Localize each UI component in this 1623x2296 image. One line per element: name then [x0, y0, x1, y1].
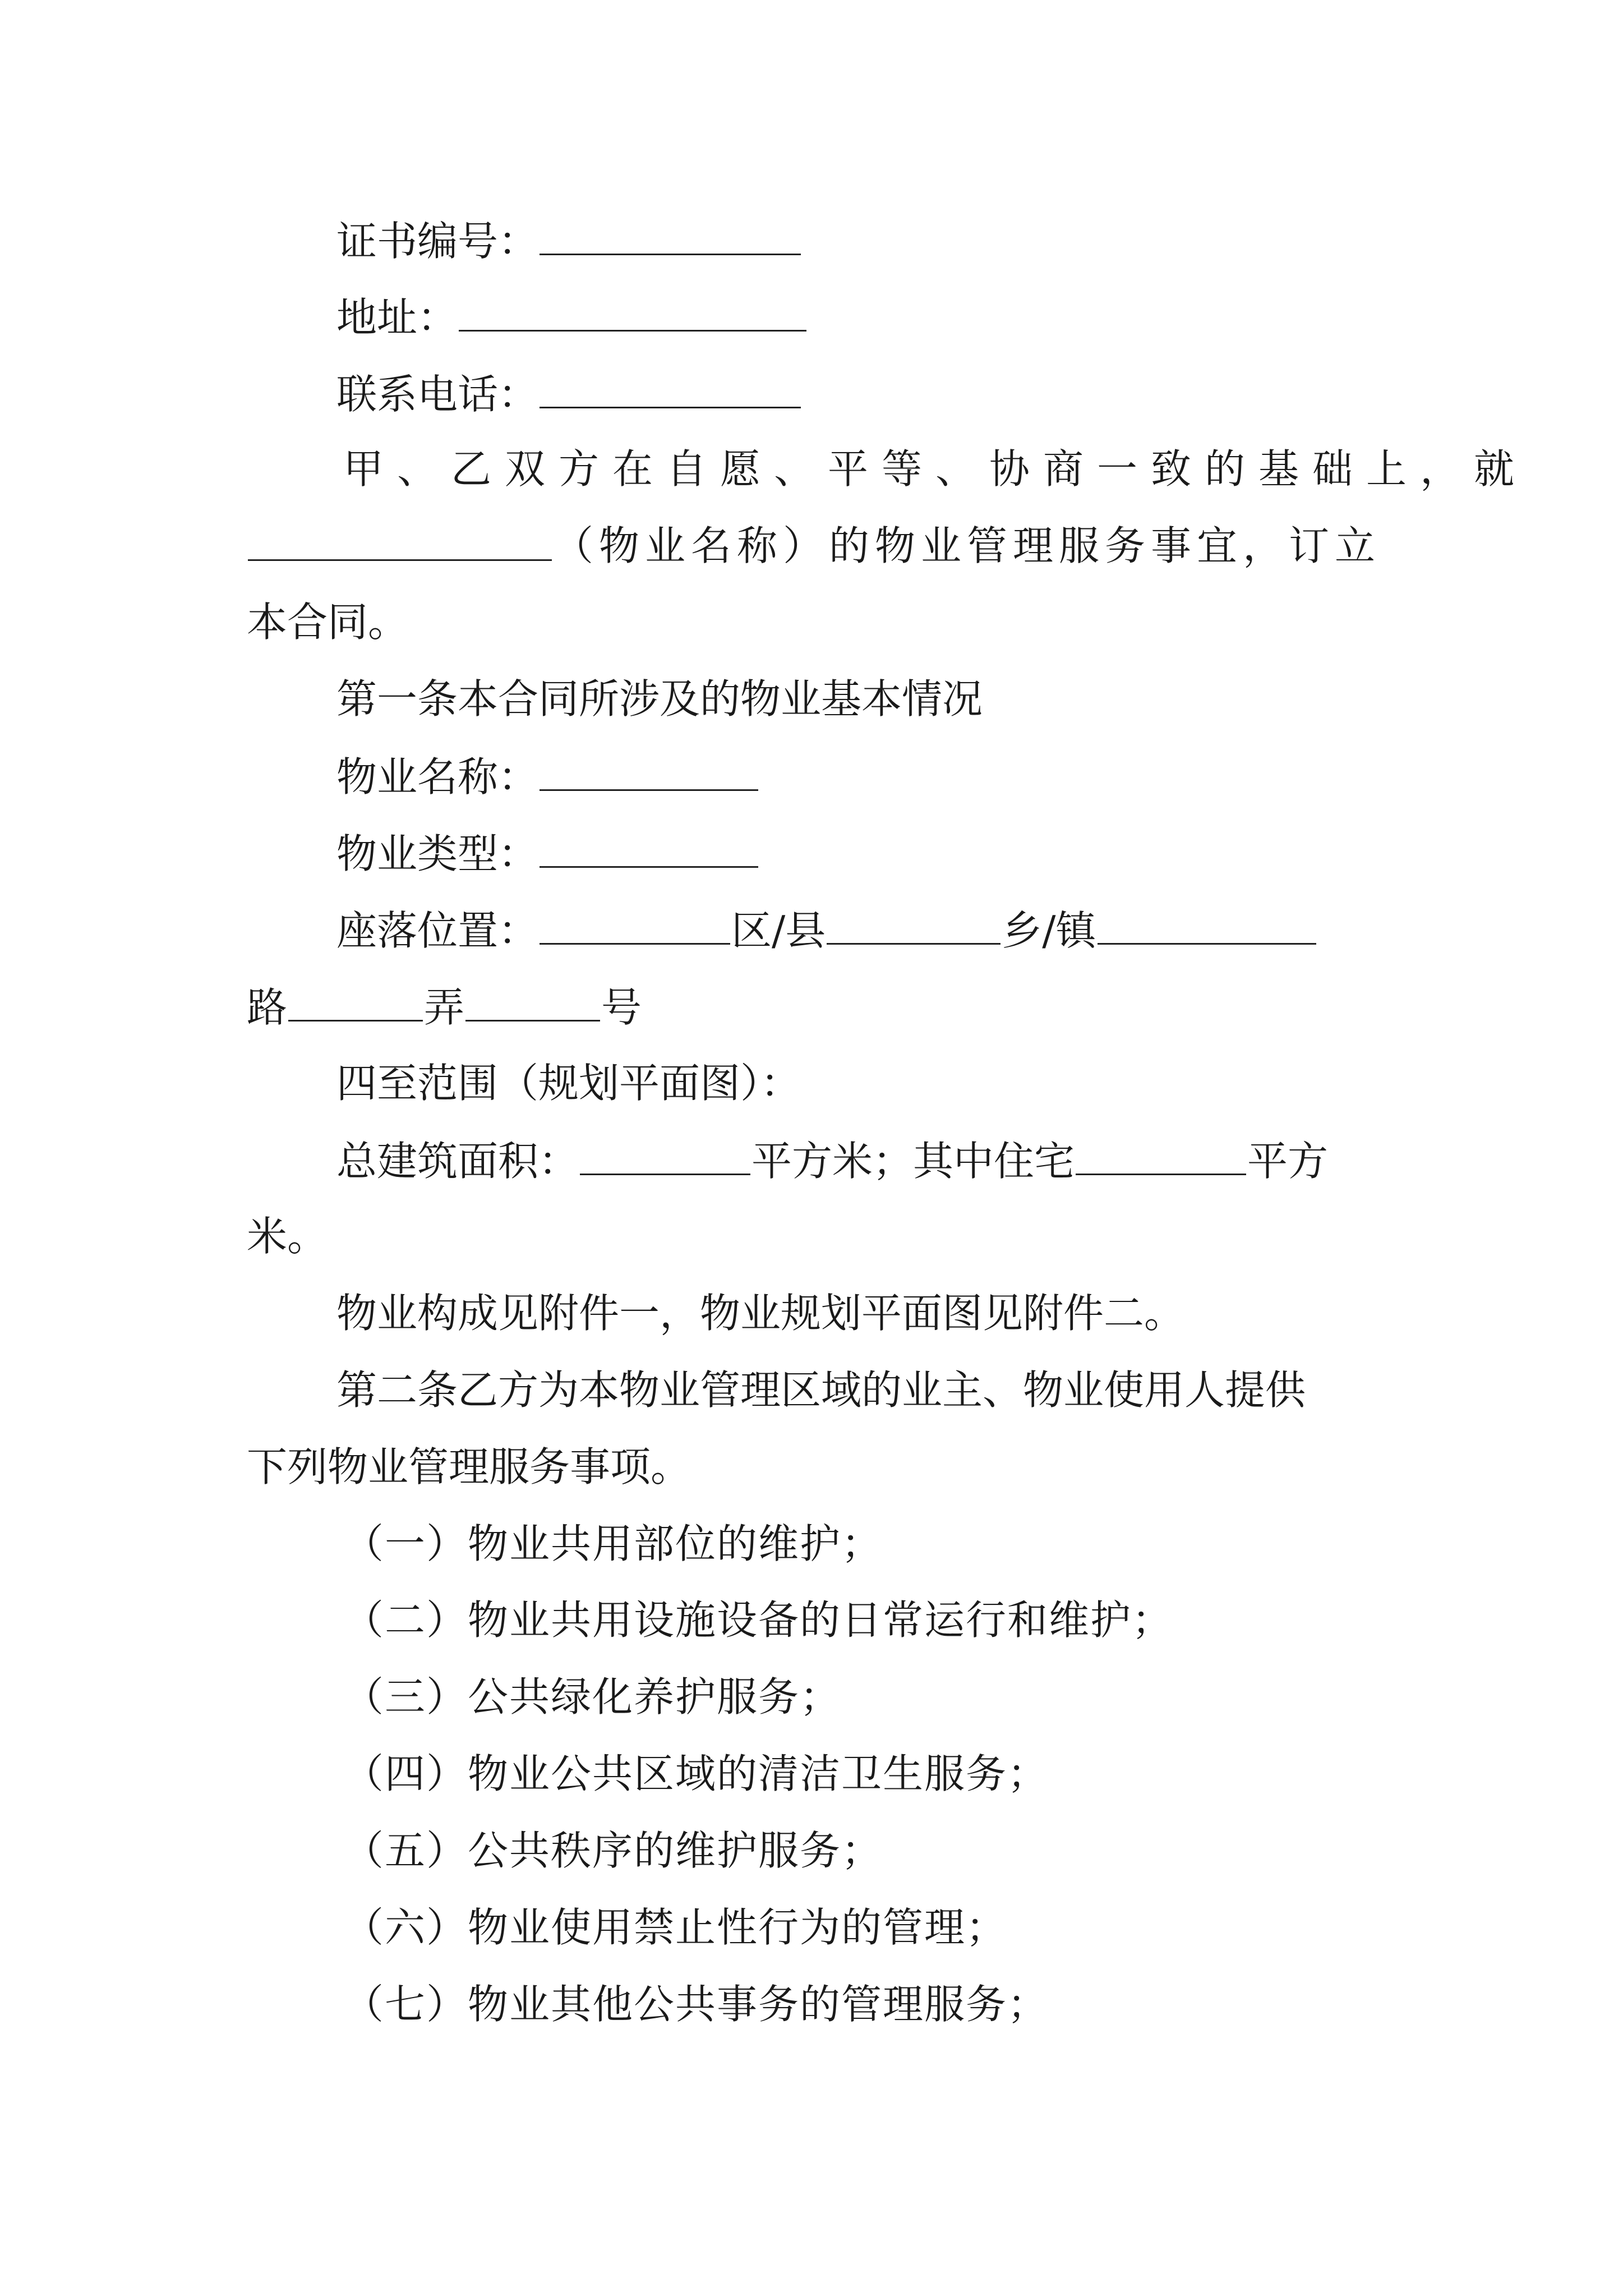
- article-2-title-line-2: 下列物业管理服务事项。: [247, 1443, 691, 1490]
- cert-number-label: 证书编号：: [336, 218, 539, 265]
- property-name-field: [336, 753, 759, 800]
- article-2-title-line-1: 第二条乙方为本物业管理区域的业主、物业使用人提供: [336, 1366, 1306, 1414]
- composition-line: 物业构成见附件一，物业规划平面图见附件二。: [336, 1290, 1185, 1337]
- address-blank[interactable]: [459, 296, 806, 332]
- property-type-field: [336, 830, 759, 877]
- cert-number-field: [336, 218, 802, 265]
- address-label: 地址：: [336, 294, 458, 341]
- property-name-label: 物业名称：: [336, 753, 539, 800]
- area-line-1: [336, 1138, 1329, 1185]
- residential-area-blank[interactable]: [1076, 1140, 1246, 1175]
- phone-field: [336, 371, 802, 418]
- total-area-blank[interactable]: [580, 1140, 750, 1175]
- location-line-2: [247, 984, 642, 1031]
- location-label: 座落位置：: [336, 907, 539, 954]
- area-unit2-text: 平方: [1247, 1138, 1329, 1185]
- list-item: （二）物业共用设施设备的日常运行和维护；: [343, 1596, 1174, 1644]
- area-unit-text: 平方米；其中住宅: [751, 1138, 1075, 1185]
- phone-label: 联系电话：: [336, 371, 539, 418]
- location-line-1: [336, 907, 1317, 954]
- area-line-2: 米。: [247, 1213, 328, 1260]
- township-text: 乡/镇: [1002, 907, 1096, 954]
- property-type-input[interactable]: [540, 832, 758, 868]
- intro-line-2: [247, 522, 1381, 569]
- list-item: （五）公共秩序的维护服务；: [343, 1827, 883, 1874]
- intro-text-1: 甲、乙双方在自愿、平等、协商一致的基础上，就: [343, 445, 1528, 493]
- list-item: （一）物业共用部位的维护；: [343, 1520, 883, 1567]
- article-1-title: 第一条本合同所涉及的物业基本情况: [336, 675, 983, 723]
- boundary-line: 四至范围（规划平面图）：: [336, 1060, 801, 1107]
- district-blank[interactable]: [540, 909, 730, 945]
- intro-line-1: [343, 445, 1528, 493]
- road-text: 路: [247, 984, 288, 1031]
- lane-blank[interactable]: [288, 986, 423, 1022]
- intro-text-3: 本合同。: [247, 599, 409, 646]
- number-blank[interactable]: [465, 986, 600, 1022]
- list-item: （七）物业其他公共事务的管理服务；: [343, 1981, 1049, 2028]
- list-item: （三）公共绿化养护服务；: [343, 1673, 842, 1720]
- road-blank[interactable]: [1098, 909, 1316, 945]
- property-type-label: 物业类型：: [336, 830, 539, 877]
- intro-line-3: [247, 599, 409, 646]
- address-field: [336, 294, 808, 341]
- list-item: （四）物业公共区域的清洁卫生服务；: [343, 1750, 1049, 1797]
- area-label: 总建筑面积：: [336, 1138, 579, 1185]
- property-name-input[interactable]: [540, 756, 758, 791]
- cert-number-blank[interactable]: [540, 220, 801, 255]
- number-text: 号: [601, 984, 642, 1031]
- phone-blank[interactable]: [540, 373, 801, 408]
- township-blank[interactable]: [827, 909, 1000, 945]
- district-text: 区/县: [731, 907, 826, 954]
- intro-text-2: （物业名称）的物业管理服务事宜，订立: [552, 522, 1381, 569]
- property-name-blank[interactable]: [248, 526, 552, 561]
- list-item: （六）物业使用禁止性行为的管理；: [343, 1904, 1008, 1951]
- lane-text: 弄: [424, 984, 465, 1031]
